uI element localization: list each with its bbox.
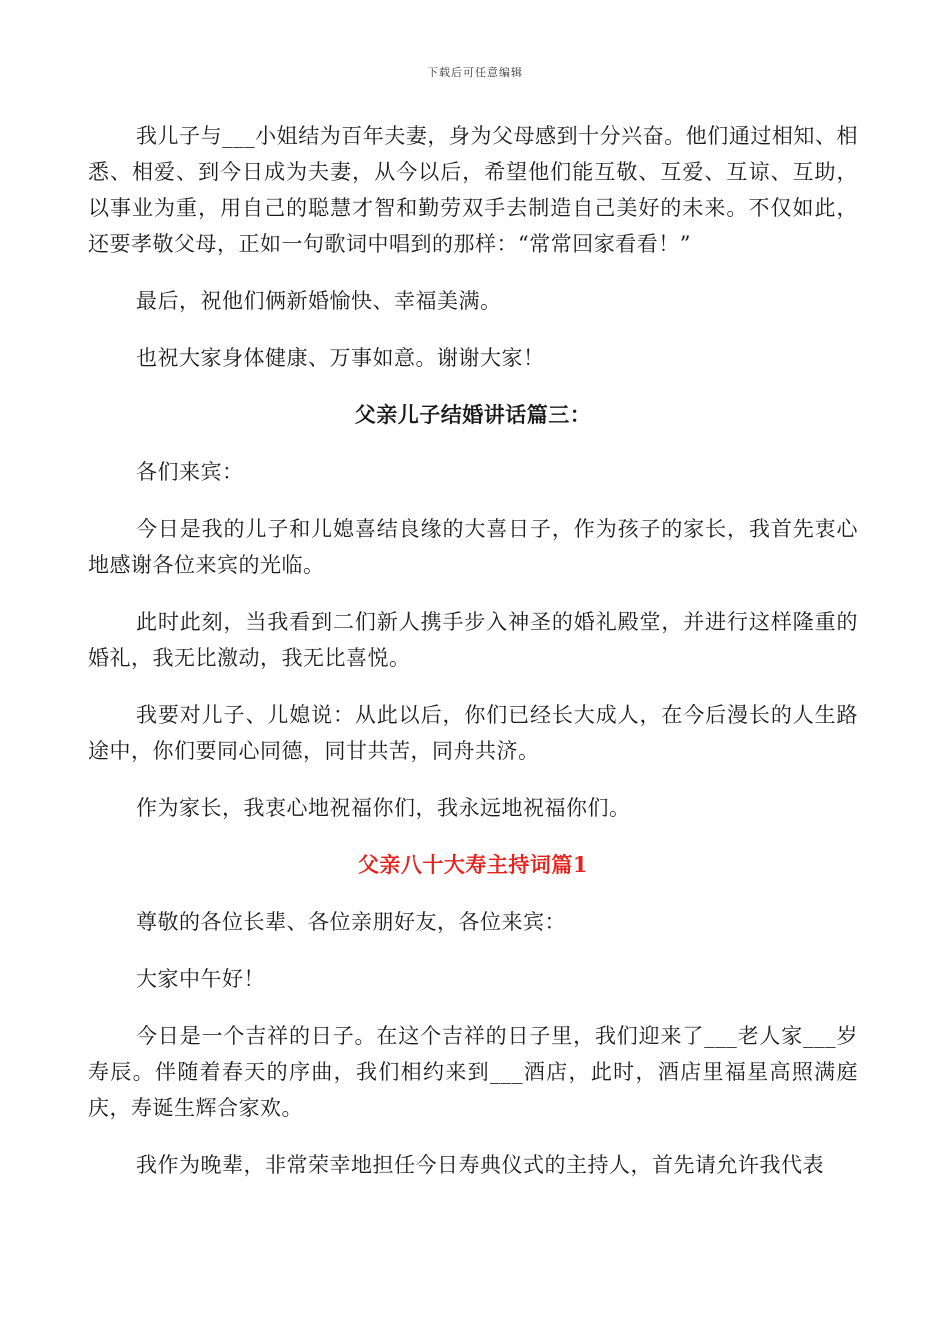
- paragraph: 也祝大家身体健康、万事如意。谢谢大家！: [136, 346, 545, 370]
- section-heading: 父亲儿子结婚讲话篇三：: [354, 402, 592, 427]
- paragraph: 我儿子与___小姐结为百年夫妻，身为父母感到十分兴奋。他们通过相知、相悉、相爱、到今日成为夫妻，从今以后，希望他们能互敬、互爱、互谅、互助，以事业为重，用自己的聪慧才智和勤劳双手去制造自己美好的未来。不仅如此，还要孝敬父母，正如一句歌词中唱到的那样：“常常回家看看！”: [88, 124, 858, 256]
- paragraph: 大家中午好！: [136, 967, 265, 991]
- header-note: 下载后可任意编辑: [427, 66, 523, 79]
- paragraph: 我作为晚辈，非常荣幸地担任今日寿典仪式的主持人，首先请允许我代表: [136, 1153, 824, 1177]
- section-heading-red: 父亲八十大寿主持词篇1: [357, 852, 589, 877]
- paragraph: 尊敬的各位长辈、各位亲朋好友，各位来宾：: [136, 910, 566, 934]
- paragraph: 今日是一个吉祥的日子。在这个吉祥的日子里，我们迎来了___老人家___岁寿辰。伴随着春天的序曲，我们相约来到___酒店，此时，酒店里福星高照满庭庆，寿诞生辉合家欢。: [88, 1024, 858, 1120]
- paragraph: 最后，祝他们俩新婚愉快、幸福美满。: [136, 289, 502, 313]
- paragraph: 作为家长，我衷心地祝福你们，我永远地祝福你们。: [136, 796, 631, 820]
- paragraph: 我要对儿子、儿媳说：从此以后，你们已经长大成人，在今后漫长的人生路途中，你们要同心同德，同甘共苦，同舟共济。: [88, 703, 858, 763]
- paragraph: 此时此刻，当我看到二们新人携手步入神圣的婚礼殿堂，并进行这样隆重的婚礼，我无比激动，我无比喜悦。: [88, 610, 858, 670]
- paragraph: 今日是我的儿子和儿媳喜结良缘的大喜日子，作为孩子的家长，我首先衷心地感谢各位来宾的光临。: [88, 517, 858, 577]
- paragraph: 各们来宾：: [136, 460, 244, 484]
- document-body: [88, 118, 858, 1204]
